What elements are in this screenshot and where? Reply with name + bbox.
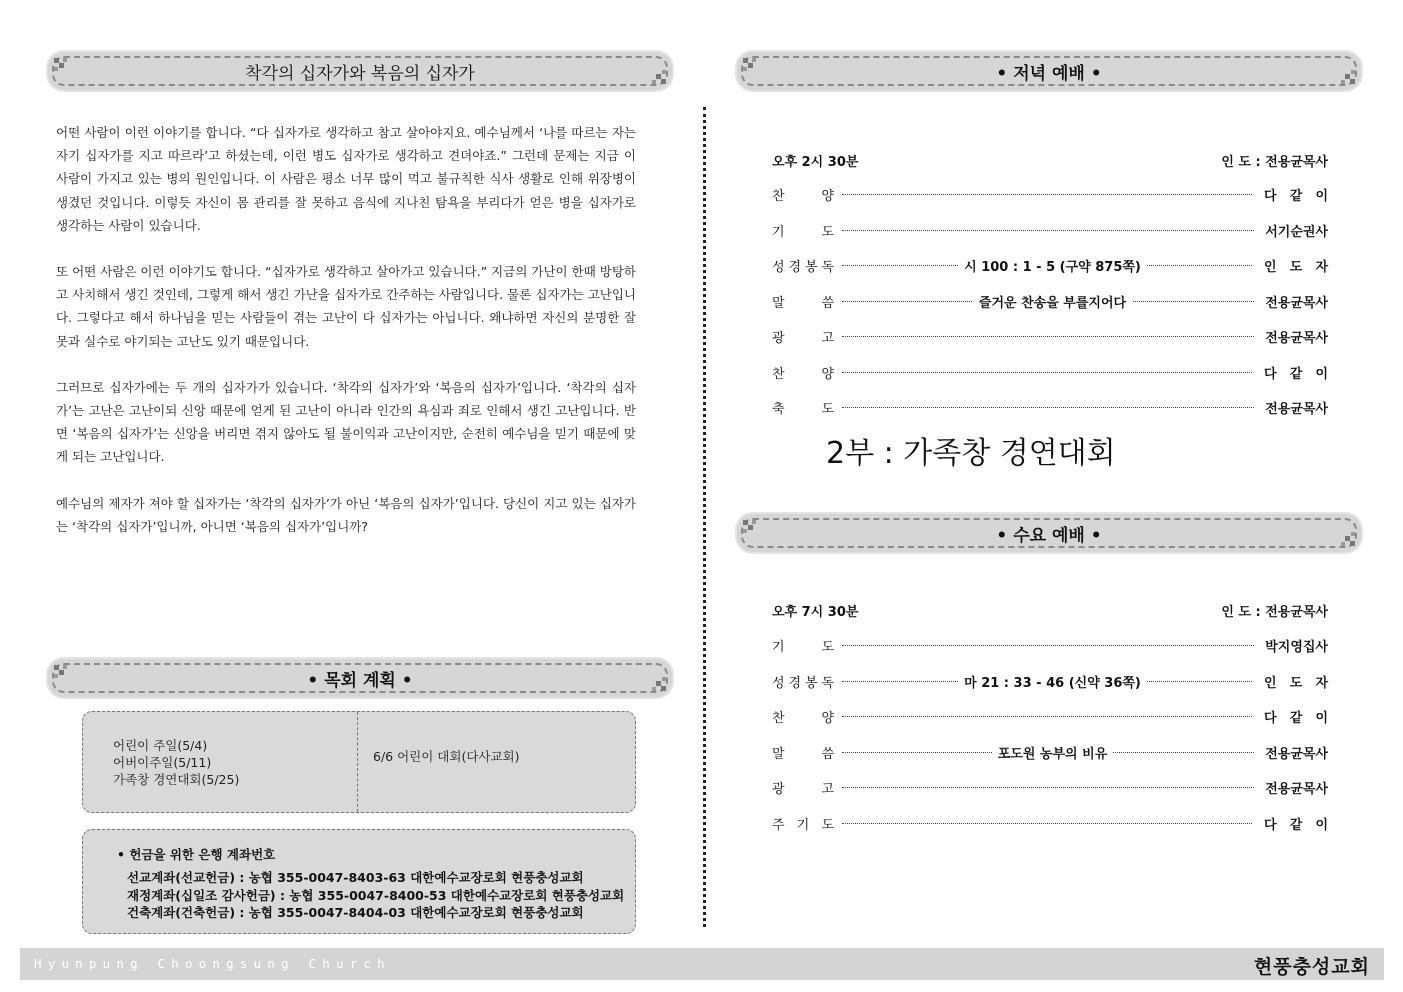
sermon-paragraph: 예수님의 제자가 져야 할 십자가는 ‘착각의 십자가’가 아닌 ‘복음의 십자가’입니다. 당신이 지고 있는 십자가는 ‘착각의 십자가’입니까, 아니면 ‘복음의 십자가’입니까?: [56, 495, 636, 534]
plan-banner: [48, 659, 672, 697]
worship-order-label: 광 고: [772, 782, 834, 797]
wednesday-header-row: [772, 601, 1328, 621]
plan-item: 6/6 어린이 대회(다사교회): [373, 749, 520, 764]
worship-order-person: 전용균목사: [1265, 295, 1328, 311]
worship-order-detail: [847, 292, 1258, 311]
worship-order-label: 말 씀: [772, 295, 834, 311]
sermon-body: [56, 121, 636, 561]
worship-order-row: [772, 221, 1328, 241]
worship-order-person: 인 도 자: [1264, 675, 1328, 691]
bank-account-line: 선교계좌(선교헌금) : 농협 355-0047-8403-63 대한예수교장로회 현풍충성교회: [127, 870, 584, 885]
footer-church-korean: 현풍충성교회: [1253, 956, 1370, 978]
service-leader: 인 도 : 전용균목사: [1221, 605, 1328, 620]
worship-order-person: 다 같 이: [1264, 189, 1328, 204]
bank-account-line: 재정계좌(십일조 감사헌금) : 농협 355-0047-8400-53 대한예수교장로회 현풍충성교회: [127, 888, 625, 903]
worship-order-label: 주 기 도: [772, 817, 834, 833]
worship-order-detail-text: 즐거운 찬송을 부를지어다: [973, 296, 1132, 311]
leader-dots: [842, 407, 1254, 408]
worship-order-label: 성 경 봉 독: [772, 675, 834, 691]
worship-order-label: 찬 양: [772, 189, 834, 204]
worship-order-row: [772, 636, 1328, 656]
worship-order-row: [772, 778, 1328, 798]
worship-order-row: [772, 743, 1328, 763]
service-leader: 인 도 : 전용균목사: [1221, 155, 1328, 170]
worship-order-row: [772, 707, 1328, 727]
worship-order-label: 기 도: [772, 640, 834, 655]
worship-order-detail: [847, 743, 1258, 762]
worship-order-row: [772, 256, 1328, 276]
worship-order-row: [772, 814, 1328, 834]
bank-account-box: [82, 829, 636, 934]
sermon-title: 착각의 십자가와 복음의 십자가: [245, 63, 475, 84]
leader-dots: [842, 716, 1252, 717]
plan-item: 어버이주일(5/11): [113, 755, 212, 770]
plan-left-column: [113, 737, 353, 812]
worship-order-row: [772, 185, 1328, 205]
leader-dots: [842, 230, 1254, 231]
leader-dots: [842, 787, 1254, 788]
footer-bar: [20, 948, 1384, 980]
worship-order-person: 전용균목사: [1265, 402, 1328, 417]
worship-order-person: 서기순권사: [1265, 224, 1328, 240]
worship-order-row: [772, 672, 1328, 692]
evening-service-title: • 저녁 예배 •: [996, 63, 1102, 84]
worship-order-detail: [847, 672, 1258, 691]
leader-dots: [842, 645, 1254, 646]
worship-order-label: 성 경 봉 독: [772, 260, 834, 275]
worship-order-label: 광 고: [772, 331, 834, 346]
sermon-banner: [48, 52, 672, 90]
wednesday-service-banner: [737, 514, 1361, 552]
leader-dots: [842, 336, 1254, 337]
leader-dots: [842, 823, 1252, 824]
footer-church-english: Hyunpung Choongsung Church: [34, 956, 391, 971]
worship-order-detail-text: 마 21 : 33 - 46 (신약 36쪽): [958, 676, 1147, 691]
part2-title: 2부 : 가족창 경연대회: [826, 436, 1116, 471]
plan-item: 어린이 주일(5/4): [113, 738, 208, 753]
plan-item: 가족창 경연대회(5/25): [113, 772, 240, 787]
worship-order-person: 박지영집사: [1265, 640, 1328, 655]
leader-dots: [842, 194, 1252, 195]
worship-order-person: 인 도 자: [1264, 260, 1328, 275]
worship-order-person: 전용균목사: [1265, 782, 1328, 797]
wednesday-service-title: • 수요 예배 •: [996, 525, 1102, 546]
worship-order-label: 기 도: [772, 224, 834, 240]
worship-order-person: 전용균목사: [1265, 746, 1328, 762]
bank-title: • 헌금을 위한 은행 계좌번호: [117, 847, 276, 862]
worship-order-label: 말 씀: [772, 746, 834, 762]
sermon-paragraph: 또 어떤 사람은 이런 이야기도 합니다. “십자가로 생각하고 살아가고 있습니다.” 지금의 가난이 한때 방탕하고 사치해서 생긴 것인데, 그렇게 해서 생긴 가난을 십자가로 간주하는 사람입니다. 물론 십자가는 고난입니다. 그렇다고 해서 하나님을 믿는 사람들이 겪는 고난이 다 십자가는 아닙니다. 왜냐하면 자신의 분명한 잘못과 실수로 야기되는 고난도 있기 때문입니다.: [56, 264, 636, 349]
worship-order-person: 다 같 이: [1264, 366, 1328, 382]
worship-order-detail-text: 시 100 : 1 - 5 (구약 875쪽): [958, 260, 1147, 275]
worship-order-row: [772, 398, 1328, 418]
page-divider: [703, 107, 706, 927]
leader-dots: [842, 372, 1252, 373]
worship-order-label: 찬 양: [772, 366, 834, 382]
worship-order-row: [772, 292, 1328, 312]
worship-order-detail-text: 포도원 농부의 비유: [992, 747, 1114, 762]
plan-divider: [357, 712, 358, 812]
worship-order-row: [772, 363, 1328, 383]
worship-order-row: [772, 327, 1328, 347]
worship-order-person: 다 같 이: [1264, 817, 1328, 833]
worship-order-label: 축 도: [772, 402, 834, 417]
worship-order-detail: [847, 256, 1258, 275]
plan-box: [82, 711, 636, 813]
worship-order-person: 전용균목사: [1265, 331, 1328, 346]
sermon-paragraph: 어떤 사람이 이런 이야기를 합니다. “다 십자가로 생각하고 참고 살아야지요. 예수님께서 ‘나를 따르는 자는 자기 십자가를 지고 따르라’고 하셨는데, 이런 병도 십자가로 생각하고 견뎌야죠.” 그런데 문제는 지금 이 사람이 가지고 있는 병의 원인입니다. 이 사람은 평소 너무 많이 먹고 불규칙한 식사 생활로 인해 위장병이 생겼던 것입니다. 이렇듯 자신이 몸 관리를 잘 못하고 음식에 지나친 탐욕을 부리다가 얻은 병을 십자가로 생각하는 사람이 있습니다.: [56, 125, 636, 233]
service-time: 오후 2시 30분: [772, 155, 859, 170]
service-time: 오후 7시 30분: [772, 605, 859, 620]
plan-title: • 목회 계획 •: [307, 670, 413, 691]
evening-service-banner: [737, 52, 1361, 90]
worship-order-label: 찬 양: [772, 711, 834, 726]
worship-order-person: 다 같 이: [1264, 711, 1328, 726]
evening-header-row: [772, 151, 1328, 171]
bank-account-line: 건축계좌(건축헌금) : 농협 355-0047-8404-03 대한예수교장로회 현풍충성교회: [127, 905, 584, 920]
sermon-paragraph: 그러므로 십자가에는 두 개의 십자가가 있습니다. ‘착각의 십자가’와 ‘복음의 십자가’입니다. ‘착각의 십자가’는 고난은 고난이되 신앙 때문에 얻게 된 고난이 아니라 인간의 욕심과 죄로 인해서 생긴 고난입니다. 반면 ‘복음의 십자가’는 신앙을 버리면 겪지 않아도 될 불이익과 고난이지만, 순전히 예수님을 믿기 때문에 맞게 되는 고난입니다.: [56, 379, 636, 465]
